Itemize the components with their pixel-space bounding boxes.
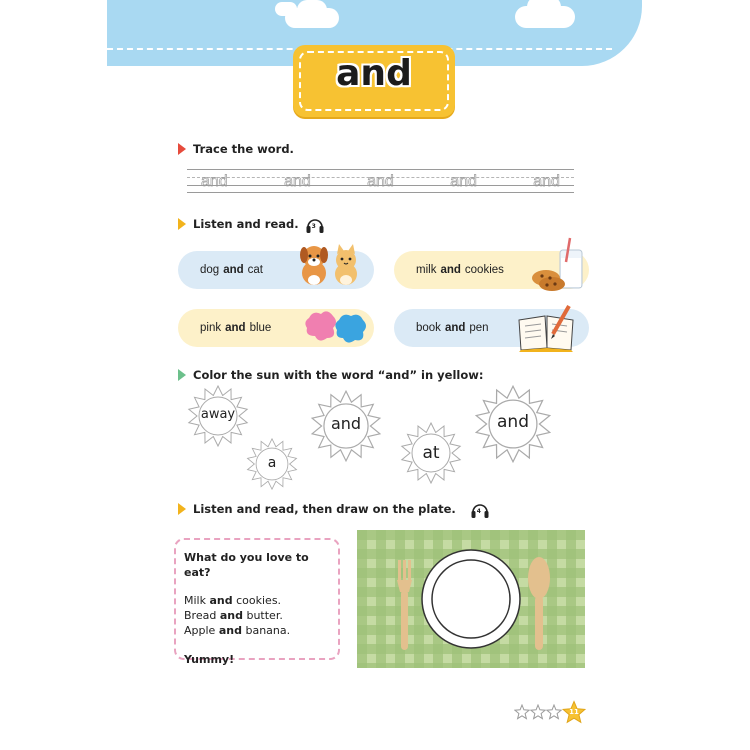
color-sun-heading-text: Color the sun with the word “and” in yellow:	[193, 368, 484, 382]
green-arrow-icon	[178, 369, 186, 381]
listen-heading-text: Listen and read.	[193, 217, 299, 231]
trace-word[interactable]: and	[284, 173, 311, 190]
poem-line: Apple and banana.	[184, 624, 291, 637]
empty-star-icon	[530, 704, 546, 720]
yellow-arrow-icon	[178, 503, 186, 515]
poem-question: What do you love to eat?	[184, 551, 309, 579]
cloud-icon	[275, 2, 297, 16]
dog-icon	[300, 246, 328, 285]
headphones-icon[interactable]	[470, 501, 490, 517]
audio-track-number: 3	[311, 223, 316, 230]
audio-track-number: 4	[476, 508, 481, 515]
cloud-icon	[527, 0, 561, 18]
fork-icon	[397, 560, 412, 650]
cat-icon	[335, 244, 357, 285]
phrase-word: book	[416, 322, 441, 334]
page-number-star-icon	[562, 700, 586, 724]
page-title: and	[336, 53, 412, 94]
phrase-join: and	[223, 264, 244, 276]
phrase-word: blue	[249, 322, 272, 334]
sun-away[interactable]	[187, 385, 249, 447]
rating-stars	[514, 700, 586, 724]
yellow-arrow-icon	[178, 218, 186, 230]
pink-splash-icon	[305, 311, 336, 340]
table-setting	[357, 530, 585, 668]
phrase-word: cat	[247, 264, 263, 276]
dog-and-cat-illustration	[297, 240, 365, 288]
draw-plate-heading-text: Listen and read, then draw on the plate.	[193, 502, 456, 516]
trace-word[interactable]: and	[201, 173, 228, 190]
cloud-icon	[297, 0, 327, 20]
gingham-placemat	[357, 530, 585, 668]
red-arrow-icon	[178, 143, 186, 155]
sun-a[interactable]	[246, 438, 298, 490]
sun-word: at	[422, 443, 440, 463]
phrase-word: cookies	[464, 264, 504, 276]
trace-word[interactable]: and	[450, 173, 477, 190]
trace-lines[interactable]	[187, 169, 574, 193]
sun-word: and	[497, 412, 529, 432]
sun-and-1[interactable]	[310, 390, 382, 462]
spoon-icon	[528, 557, 550, 650]
page-title-badge	[293, 45, 455, 117]
trace-heading	[178, 142, 294, 156]
sun-word: and	[330, 414, 362, 433]
draw-plate-heading	[178, 501, 490, 517]
phrase-join: and	[440, 264, 461, 276]
poem-line: Bread and butter.	[184, 609, 283, 622]
sun-at[interactable]	[400, 422, 462, 484]
plate-icon[interactable]	[422, 550, 520, 648]
color-sun-heading	[178, 368, 483, 382]
trace-word[interactable]: and	[533, 173, 560, 190]
book-and-pen-illustration	[517, 302, 577, 352]
trace-word[interactable]: and	[367, 173, 394, 190]
poem-line: Milk and cookies.	[184, 594, 282, 607]
empty-star-icon	[514, 704, 530, 720]
sun-and-2[interactable]	[474, 385, 552, 463]
empty-star-icon	[546, 704, 562, 720]
phrase-word: dog	[200, 264, 220, 276]
page-number: 11	[569, 708, 579, 716]
listen-heading	[178, 216, 325, 232]
open-book-icon	[519, 316, 573, 352]
phrase-word: pen	[469, 322, 489, 334]
milk-glass-icon	[560, 238, 582, 288]
phrase-join: and	[444, 322, 466, 334]
milk-and-cookies-illustration	[530, 236, 588, 294]
poem-closing: Yummy!	[184, 653, 235, 666]
poem-box	[174, 538, 340, 666]
phrase-word: milk	[416, 264, 437, 276]
paint-splash-illustration	[303, 308, 369, 346]
phrase-join: and	[225, 322, 246, 334]
trace-heading-text: Trace the word.	[193, 142, 294, 156]
sun-word: a	[267, 455, 277, 471]
phrase-word: pink	[200, 322, 222, 334]
headphones-icon[interactable]	[305, 216, 325, 232]
blue-splash-icon	[335, 315, 366, 343]
sun-word: away	[200, 407, 236, 422]
